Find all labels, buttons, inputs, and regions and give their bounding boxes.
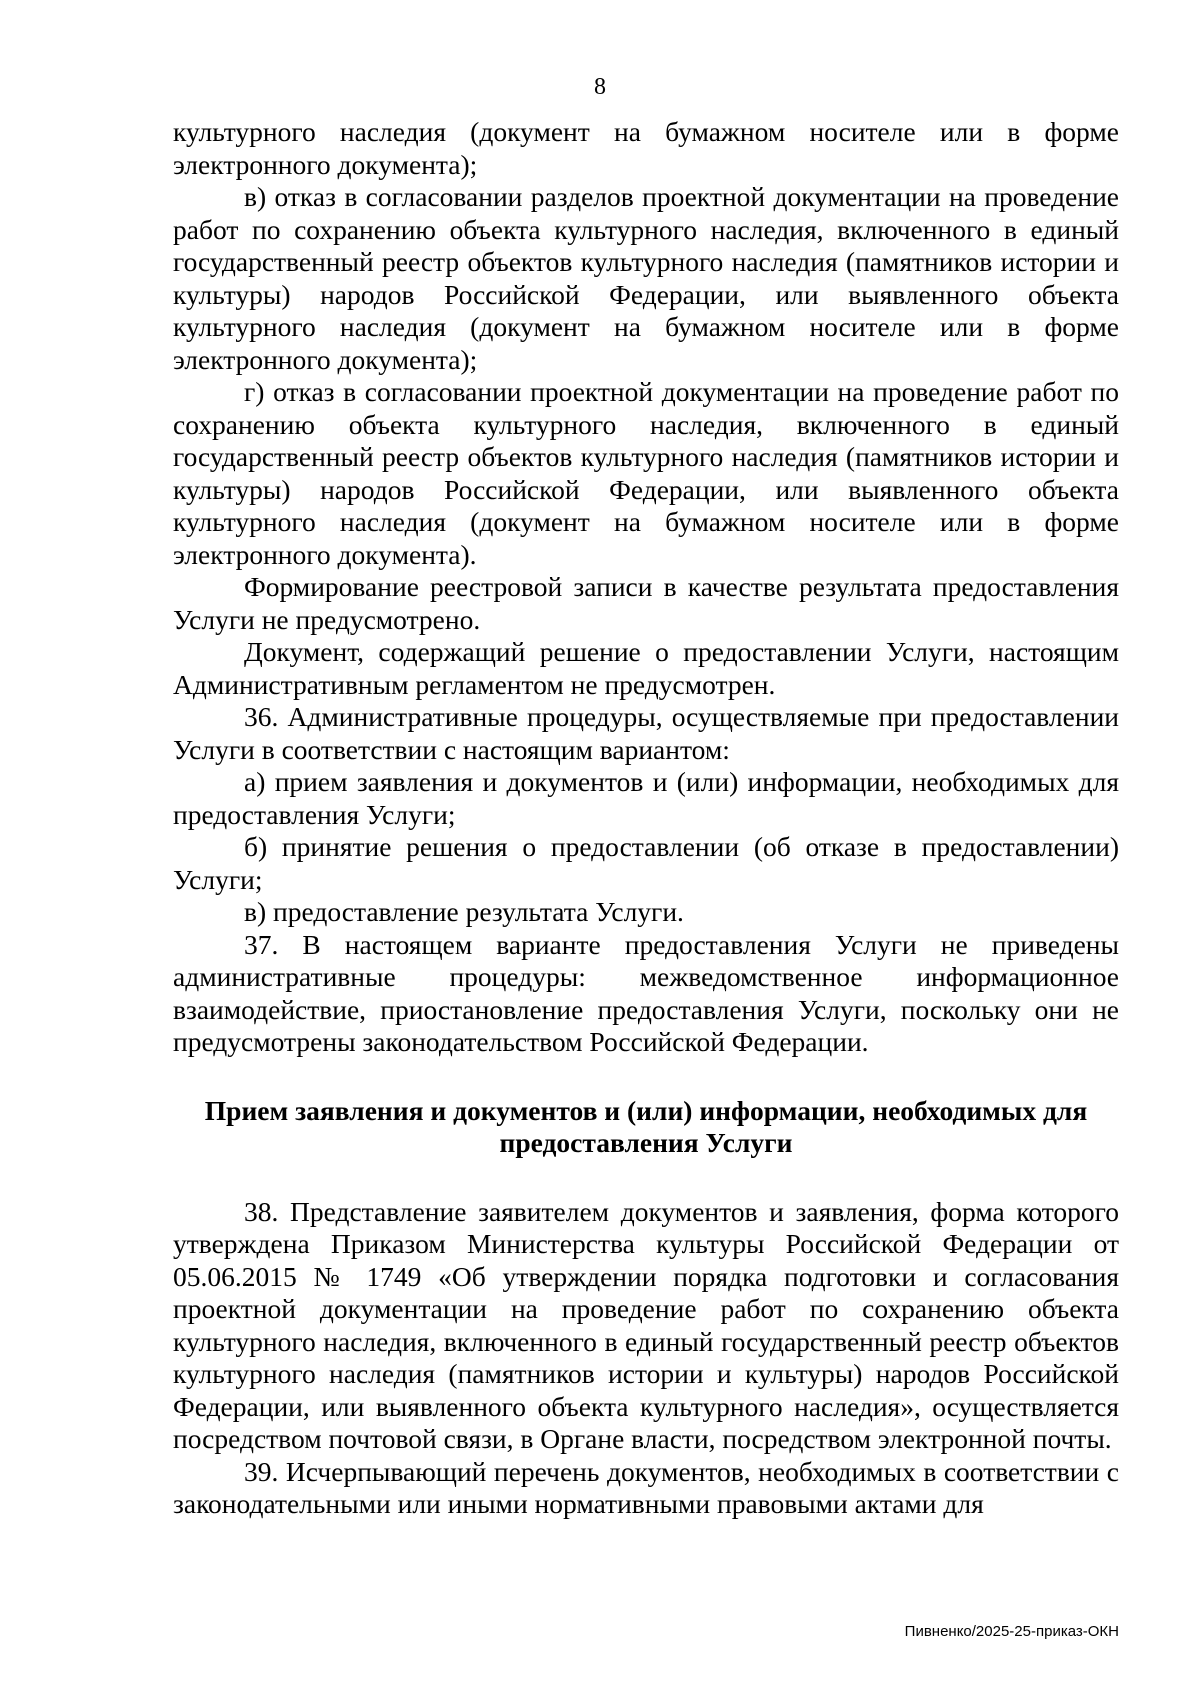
paragraph: б) принятие решения о предоставлении (об отказе в предоставлении) Услуги; bbox=[173, 831, 1119, 895]
paragraph: Документ, содержащий решение о предоставлении Услуги, настоящим Административным регламентом не предусмотрен. bbox=[173, 636, 1119, 700]
paragraph: Формирование реестровой записи в качестве результата предоставления Услуги не предусмотрено. bbox=[173, 571, 1119, 635]
paragraph: 37. В настоящем варианте предоставления Услуги не приведены административные процедуры: межведомственное информационное взаимодействие, приостановление предоставления Услуги, поскольку они не предусмотрены законодательством Российской Федерации. bbox=[173, 928, 1119, 1057]
paragraph: в) предоставление результата Услуги. bbox=[244, 896, 684, 927]
footer-document-code: Пивненко/2025-25-приказ-ОКН bbox=[904, 1623, 1119, 1640]
paragraph: 36. Административные процедуры, осуществляемые при предоставлении Услуги в соответствии с настоящим вариантом: bbox=[173, 701, 1119, 765]
paragraph: 39. Исчерпывающий перечень документов, необходимых в соответствии с законодательными или иными нормативными правовыми актами для bbox=[173, 1455, 1119, 1519]
paragraph: культурного наследия (документ на бумажном носителе или в форме электронного документа); bbox=[173, 116, 1119, 180]
paragraph: а) прием заявления и документов и (или) информации, необходимых для предоставления Услуги; bbox=[173, 766, 1119, 830]
paragraph: г) отказ в согласовании проектной документации на проведение работ по сохранению объекта культурного наследия, включенного в единый государственный реестр объектов культурного наследия (памятников истории и культуры) народов Российской Федерации, или выявленного объекта культурного наследия (документ на бумажном носителе или в форме электронного документа). bbox=[173, 376, 1119, 570]
section-after-heading bbox=[173, 1196, 1119, 1521]
paragraph: в) отказ в согласовании разделов проектной документации на проведение работ по сохранению объекта культурного наследия, включенного в единый государственный реестр объектов культурного наследия (памятников истории и культуры) народов Российской Федерации, или выявленного объекта культурного наследия (документ на бумажном носителе или в форме электронного документа); bbox=[173, 181, 1119, 375]
paragraph: 38. Представление заявителем документов и заявления, форма которого утверждена Приказом Министерства культуры Российской Федерации от 05.06.2015 № 1749 «Об утверждении порядка подготовки и согласования проектной документации на проведение работ по сохранению объекта культурного наследия, включенного в единый государственный реестр объектов культурного наследия (памятников истории и культуры) народов Российской Федерации, или выявленного объекта культурного наследия», осуществляется посредством почтовой связи, в Органе власти, посредством электронной почты. bbox=[173, 1195, 1119, 1454]
section-heading: Прием заявления и документов и (или) информации, необходимых для предоставления Услуги bbox=[204, 1094, 1088, 1158]
page-number: 8 bbox=[594, 74, 606, 100]
section-before-heading bbox=[173, 116, 1119, 1059]
document-body bbox=[173, 116, 1119, 1521]
